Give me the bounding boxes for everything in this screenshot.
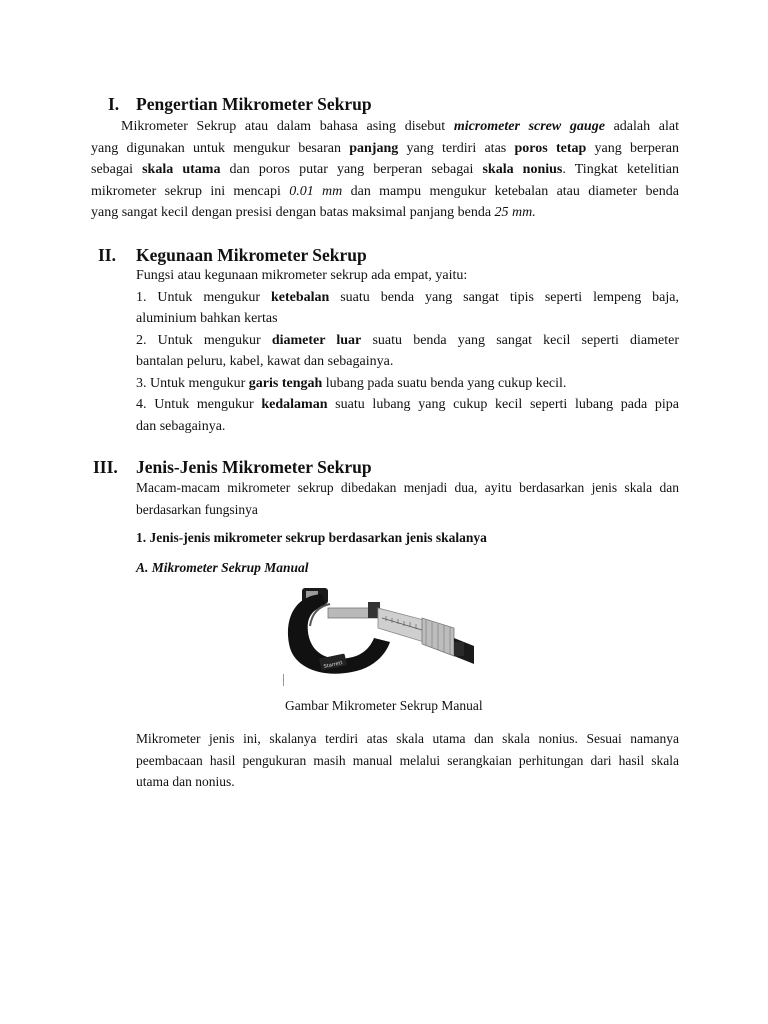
section-heading xyxy=(98,244,367,266)
subsubheading: A. Mikrometer Sekrup Manual xyxy=(136,560,309,575)
text-run: 1. Untuk mengukur xyxy=(136,289,271,305)
emphasized-text: panjang xyxy=(349,140,399,156)
text-run: suatu benda yang sangat tipis seperti lempeng baja, xyxy=(329,289,679,305)
uses-list xyxy=(136,265,679,437)
definition-paragraph xyxy=(91,116,679,224)
text-run: dan sebagainya. xyxy=(136,418,226,434)
paragraph-line xyxy=(91,138,679,160)
text-run: yang berperan xyxy=(586,140,679,156)
text-run: adalah alat xyxy=(604,119,679,134)
emphasized-text: kedalaman xyxy=(261,397,328,412)
paragraph-line: peembacaan hasil pengukuran masih manual melalui serangkaian perhitungan dari hasil skala xyxy=(136,752,679,768)
paragraph-line: berdasarkan fungsinya xyxy=(136,501,258,517)
text-run: sebagai xyxy=(91,162,143,177)
list-item xyxy=(136,394,679,416)
text-run: 2. Untuk mengukur xyxy=(136,332,272,348)
list-item xyxy=(136,287,679,309)
paragraph-line xyxy=(91,202,679,224)
paragraph-line xyxy=(91,181,679,203)
text-run: . Tingkat ketelitian xyxy=(562,162,679,177)
manual-description xyxy=(136,728,679,793)
text-run: 4. Untuk mengukur xyxy=(136,397,262,412)
emphasized-text: diameter luar xyxy=(271,332,362,348)
uses-intro: Fungsi atau kegunaan mikrometer sekrup ada empat, yaitu: xyxy=(136,268,468,283)
subheading: 1. Jenis-jenis mikrometer sekrup berdasarkan jenis skalanya xyxy=(136,530,487,545)
paragraph-line xyxy=(91,159,679,181)
types-intro xyxy=(136,477,679,520)
emphasized-text: garis tengah xyxy=(248,375,323,391)
list-item xyxy=(136,308,679,330)
text-run: bantalan peluru, kabel, kawat dan sebagainya. xyxy=(136,354,394,369)
section-title: Pengertian Mikrometer Sekrup xyxy=(136,94,372,114)
section-heading xyxy=(93,456,372,478)
paragraph-line xyxy=(91,116,679,138)
emphasized-text: poros tetap xyxy=(514,140,587,156)
list-item xyxy=(136,416,679,438)
text-run: dan poros putar yang berperan sebagai xyxy=(220,162,483,177)
text-run: suatu benda yang sangat kecil seperti diameter xyxy=(361,332,680,348)
text-run: yang digunakan untuk mengukur besaran xyxy=(91,140,350,156)
section-title: Jenis-Jenis Mikrometer Sekrup xyxy=(136,457,372,477)
section-heading xyxy=(108,93,372,115)
micrometer-image xyxy=(282,582,478,686)
emphasized-text: ketebalan xyxy=(270,289,330,305)
paragraph-line: Mikrometer jenis ini, skalanya terdiri atas skala utama dan skala nonius. Sesuai namanya xyxy=(136,731,679,746)
text-run: 3. Untuk mengukur xyxy=(136,375,249,391)
emphasized-text: skala nonius xyxy=(482,162,563,177)
brand-label: Starrett xyxy=(323,660,344,670)
paragraph-line: Macam-macam mikrometer sekrup dibedakan menjadi dua, ayitu berdasarkan jenis skala dan xyxy=(136,480,679,495)
paragraph-line: utama dan nonius. xyxy=(136,774,235,789)
text-run: Mikrometer Sekrup atau dalam bahasa asing disebut xyxy=(121,119,454,134)
text-run: mikrometer sekrup ini mencapi xyxy=(91,183,290,199)
divider xyxy=(283,674,284,686)
section-title: Kegunaan Mikrometer Sekrup xyxy=(136,245,367,265)
text-run: lubang pada suatu benda yang cukup kecil. xyxy=(322,375,567,391)
emphasized-text: skala utama xyxy=(142,162,221,177)
text-run: aluminium bahkan kertas xyxy=(136,311,278,326)
section-number: II. xyxy=(98,245,116,265)
figure-caption: Gambar Mikrometer Sekrup Manual xyxy=(285,698,483,713)
text-run: yang sangat kecil dengan presisi dengan batas maksimal panjang benda xyxy=(91,205,495,220)
emphasized-text: 0.01 mm xyxy=(289,183,343,199)
list-item xyxy=(136,351,679,373)
text-run: suatu lubang yang cukup kecil seperti lubang pada pipa xyxy=(327,397,679,412)
text-run: yang terdiri atas xyxy=(398,140,515,156)
text-run: dan mampu mengukur ketebalan atau diameter benda xyxy=(342,183,679,199)
emphasized-text: micrometer screw gauge xyxy=(453,119,605,134)
section-number: III. xyxy=(93,457,118,477)
section-number: I. xyxy=(108,94,120,114)
list-item xyxy=(136,373,679,395)
list-item xyxy=(136,330,679,352)
emphasized-text: 25 mm. xyxy=(494,205,536,220)
